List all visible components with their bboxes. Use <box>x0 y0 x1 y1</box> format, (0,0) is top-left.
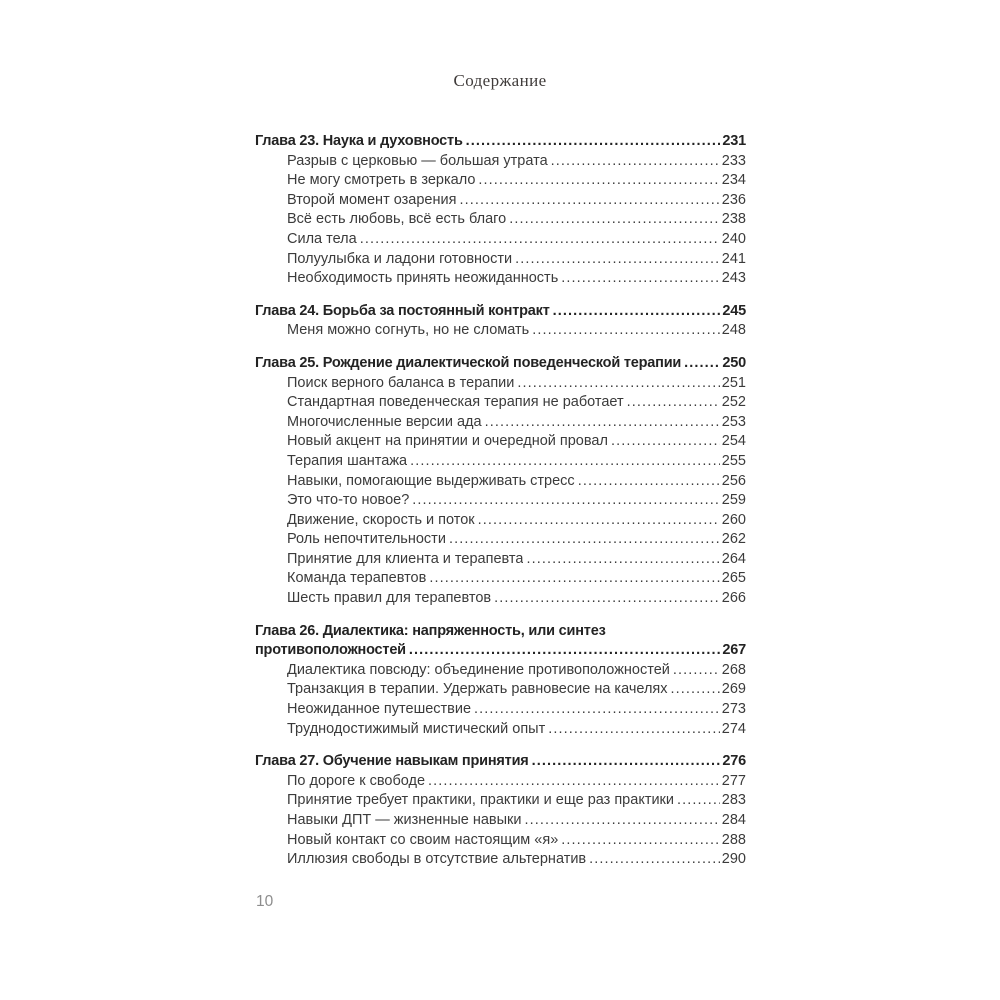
toc-entry-page: 238 <box>721 211 746 228</box>
toc-entry-title: Неожиданное путешествие <box>287 701 472 718</box>
toc-entry-title: По дороге к свободе <box>287 772 426 789</box>
toc-entry-title: Глава 26. Диалектика: напряженность, или синтез <box>255 622 606 639</box>
toc-entry-title: Движение, скорость и поток <box>287 511 475 528</box>
dot-leader <box>532 321 720 341</box>
dot-leader <box>553 302 721 322</box>
toc-chapter-entry <box>255 622 746 642</box>
toc-entry-title: Полуулыбка и ладони готовности <box>287 250 513 267</box>
toc-entry <box>255 491 746 511</box>
toc-entry-title: Необходимость принять неожиданность <box>287 270 559 287</box>
toc-entry <box>255 250 746 270</box>
page-number: 10 <box>256 893 274 910</box>
toc-entry-page: 240 <box>721 230 746 247</box>
toc-entry-title: Принятие для клиента и терапевта <box>287 550 524 567</box>
dot-leader <box>684 354 720 374</box>
toc-entry-title: Разрыв с церковью — большая утрата <box>287 152 548 169</box>
toc-entry-page: 267 <box>722 642 746 659</box>
toc-entry <box>255 210 746 230</box>
toc-entry-page: 290 <box>721 851 746 868</box>
toc-entry-title: Навыки, помогающие выдерживать стресс <box>287 472 575 489</box>
toc-entry-title: Это что-то новое? <box>287 492 410 509</box>
toc-chapter-entry <box>255 132 746 152</box>
toc-entry-page: 262 <box>721 531 746 548</box>
dot-leader <box>524 811 719 831</box>
dot-leader <box>548 720 720 740</box>
table-of-contents <box>255 132 746 870</box>
dot-leader <box>578 472 720 492</box>
toc-entry <box>255 700 746 720</box>
toc-entry-page: 277 <box>721 772 746 789</box>
dot-leader <box>449 530 720 550</box>
toc-section <box>255 354 746 609</box>
toc-entry-title: Роль непочтительности <box>287 531 446 548</box>
toc-entry-page: 248 <box>721 322 746 339</box>
toc-entry <box>255 393 746 413</box>
toc-entry-page: 253 <box>721 413 746 430</box>
toc-entry-title: Второй момент озарения <box>287 191 457 208</box>
dot-leader <box>478 511 720 531</box>
toc-entry-page: 245 <box>722 302 746 319</box>
toc-chapter-entry <box>255 752 746 772</box>
toc-entry <box>255 550 746 570</box>
toc-entry <box>255 511 746 531</box>
toc-chapter-entry <box>255 302 746 322</box>
dot-leader <box>517 374 719 394</box>
toc-entry <box>255 171 746 191</box>
toc-entry-page: 252 <box>721 394 746 411</box>
dot-leader <box>509 210 720 230</box>
toc-entry-title: Стандартная поведенческая терапия не работает <box>287 394 624 411</box>
toc-entry-page: 236 <box>721 191 746 208</box>
toc-entry-title: Новый акцент на принятии и очередной провал <box>287 433 608 450</box>
toc-entry-title: Меня можно согнуть, но не сломать <box>287 322 530 339</box>
toc-entry-page: 268 <box>721 661 746 678</box>
toc-section <box>255 302 746 341</box>
dot-leader <box>611 432 720 452</box>
toc-entry-title: Иллюзия свободы в отсутствие альтернатив <box>287 851 587 868</box>
toc-entry-title: Терапия шантажа <box>287 452 408 469</box>
toc-entry-page: 273 <box>721 701 746 718</box>
dot-leader <box>526 550 719 570</box>
toc-entry-page: 251 <box>721 374 746 391</box>
toc-entry-title: противоположностей <box>255 642 406 659</box>
dot-leader <box>360 230 720 250</box>
dot-leader <box>409 641 721 661</box>
dot-leader <box>429 569 719 589</box>
toc-entry-title: Поиск верного баланса в терапии <box>287 374 515 391</box>
toc-entry <box>255 569 746 589</box>
toc-entry-title: Навыки ДПТ — жизненные навыки <box>287 812 522 828</box>
toc-entry-page: 250 <box>722 354 746 371</box>
dot-leader <box>532 752 721 772</box>
dot-leader <box>551 152 720 172</box>
dot-leader <box>673 661 720 681</box>
toc-entry <box>255 452 746 472</box>
toc-entry-page: 260 <box>721 511 746 528</box>
toc-entry <box>255 720 746 740</box>
toc-entry-title: Сила тела <box>287 230 357 247</box>
dot-leader <box>410 452 720 472</box>
toc-entry-title: Не могу смотреть в зеркало <box>287 172 476 189</box>
dot-leader <box>428 772 720 792</box>
toc-entry <box>255 321 746 341</box>
toc-entry-page: 255 <box>721 452 746 469</box>
toc-entry-page: 234 <box>721 172 746 189</box>
toc-entry-page: 276 <box>722 753 746 770</box>
toc-entry <box>255 791 746 811</box>
toc-entry-page: 274 <box>721 720 746 737</box>
toc-entry-page: 284 <box>721 812 746 828</box>
toc-entry-page: 259 <box>721 492 746 509</box>
toc-entry-title: Труднодостижимый мистический опыт <box>287 720 546 737</box>
dot-leader <box>485 413 720 433</box>
toc-entry-page: 241 <box>721 250 746 267</box>
toc-entry-page: 256 <box>721 472 746 489</box>
dot-leader <box>671 680 720 700</box>
toc-chapter-entry <box>255 641 746 661</box>
toc-entry-page: 269 <box>721 681 746 698</box>
dot-leader <box>459 191 719 211</box>
dot-leader <box>677 791 720 811</box>
toc-entry-page: 264 <box>721 550 746 567</box>
toc-entry-page: 288 <box>721 831 746 848</box>
toc-entry <box>255 152 746 172</box>
toc-entry <box>255 589 746 609</box>
dot-leader <box>466 132 721 152</box>
dot-leader <box>412 491 720 511</box>
dot-leader <box>478 171 719 191</box>
toc-entry-title: Глава 24. Борьба за постоянный контракт <box>255 302 550 319</box>
dot-leader <box>561 831 720 851</box>
toc-entry <box>255 661 746 681</box>
dot-leader <box>561 269 720 289</box>
toc-entry-title: Глава 27. Обучение навыкам принятия <box>255 753 529 770</box>
toc-entry-title: Глава 23. Наука и духовность <box>255 133 463 149</box>
toc-entry-page: 243 <box>721 270 746 287</box>
toc-chapter-entry <box>255 354 746 374</box>
toc-entry <box>255 680 746 700</box>
toc-entry-title: Транзакция в терапии. Удержать равновесие на качелях <box>287 681 668 698</box>
toc-entry-title: Глава 25. Рождение диалектической поведенческой терапии <box>255 354 682 371</box>
toc-section <box>255 132 746 289</box>
dot-leader <box>494 589 720 609</box>
toc-entry-title: Всё есть любовь, всё есть благо <box>287 211 507 228</box>
toc-entry <box>255 831 746 851</box>
toc-entry-title: Команда терапевтов <box>287 570 427 587</box>
toc-entry <box>255 530 746 550</box>
toc-entry-page: 233 <box>721 152 746 169</box>
toc-entry <box>255 850 746 870</box>
toc-entry-page: 231 <box>722 133 746 149</box>
toc-entry-page: 266 <box>721 590 746 607</box>
page-title: Содержание <box>453 71 547 90</box>
toc-entry-title: Многочисленные версии ада <box>287 413 482 430</box>
toc-entry <box>255 811 746 831</box>
toc-entry-title: Новый контакт со своим настоящим «я» <box>287 831 559 848</box>
dot-leader <box>589 850 720 870</box>
toc-entry <box>255 191 746 211</box>
toc-entry <box>255 472 746 492</box>
toc-entry-title: Шесть правил для терапевтов <box>287 590 492 607</box>
toc-entry-page: 254 <box>721 433 746 450</box>
toc-section <box>255 752 746 870</box>
toc-entry-title: Диалектика повсюду: объединение противоположностей <box>287 661 670 678</box>
dot-leader <box>515 250 720 270</box>
dot-leader <box>474 700 720 720</box>
toc-entry <box>255 413 746 433</box>
toc-entry <box>255 432 746 452</box>
toc-entry-page: 283 <box>721 792 746 809</box>
toc-section <box>255 622 746 740</box>
toc-entry <box>255 269 746 289</box>
dot-leader <box>627 393 720 413</box>
toc-entry <box>255 772 746 792</box>
toc-entry-title: Принятие требует практики, практики и еще раз практики <box>287 792 675 809</box>
toc-entry <box>255 230 746 250</box>
toc-entry-page: 265 <box>721 570 746 587</box>
toc-entry <box>255 374 746 394</box>
